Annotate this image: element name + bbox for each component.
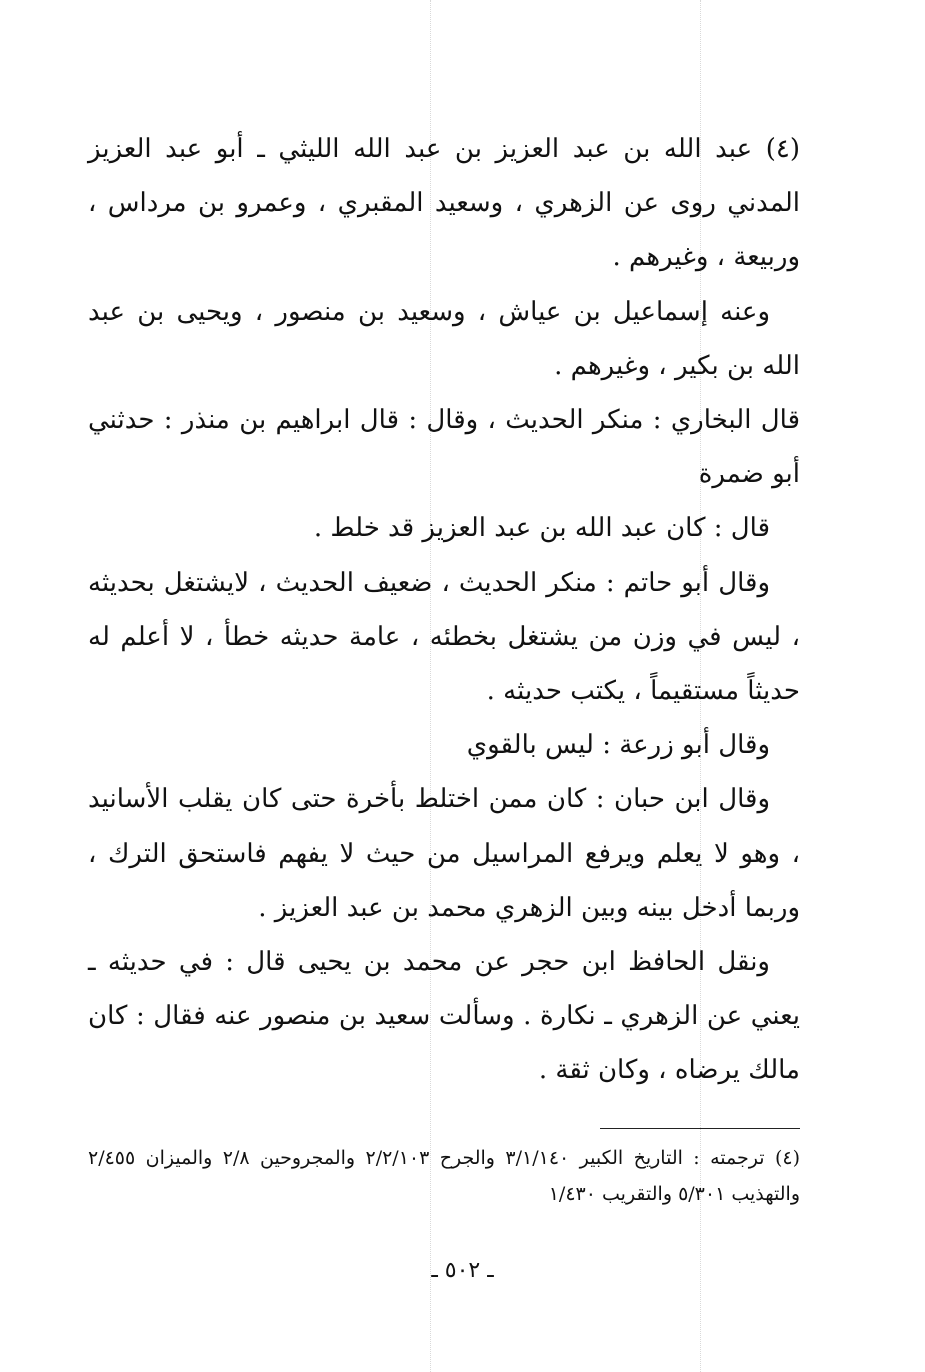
paragraph: وقال أبو زرعة : ليس بالقوي bbox=[466, 730, 770, 761]
footnotes bbox=[88, 1140, 800, 1212]
paragraph: وعنه إسماعيل بن عياش ، وسعيد بن منصور ، ويحيى بن عبد الله بن بكير ، وغيرهم . bbox=[88, 296, 800, 381]
paragraph: قال البخاري : منكر الحديث ، وقال : قال ابراهيم بن منذر : حدثني أبو ضمرة bbox=[88, 405, 800, 490]
paragraph-heading: (٤) عبد الله بن عبد العزيز بن عبد الله الليثي ـ أبو عبد العزيز المدني روى عن الزهري ، وسعيد المقبري ، وعمرو بن مرداس ، وربيعة ، وغيرهم . bbox=[88, 134, 800, 273]
biography-entry bbox=[88, 122, 800, 1098]
paragraph: قال : كان عبد الله بن عبد العزيز قد خلط . bbox=[313, 513, 770, 544]
paragraph: وقال ابن حبان : كان ممن اختلط بأخرة حتى كان يقلب الأسانيد ، وهو لا يعلم ويرفع المراسيل من حيث لا يفهم فاستحق الترك ، وربما أدخل بينه وبين الزهري محمد بن عبد العزيز . bbox=[88, 784, 800, 923]
paragraph: ونقل الحافظ ابن حجر عن محمد بن يحيى قال : في حديثه ـ يعني عن الزهري ـ نكارة . وسألت سعيد بن منصور عنه فقال : كان مالك يرضاه ، وكان ثقة . bbox=[88, 947, 800, 1086]
paragraph: وقال أبو حاتم : منكر الحديث ، ضعيف الحديث ، لايشتغل بحديثه ، ليس في وزن من يشتغل بخطئه ، عامة حديثه خطأ ، لا أعلم له حديثاً مستقيماً ، يكتب حديثه . bbox=[88, 567, 800, 707]
page-number: ـ ٥٠٢ ـ bbox=[431, 1258, 494, 1283]
footnote-divider bbox=[600, 1128, 800, 1129]
footnote: (٤) ترجمته : التاريخ الكبير ٣/١/١٤٠ والجرح ٢/٢/١٠٣ والمجروحين ٢/٨ والميزان ٢/٤٥٥ والتهذيب ٥/٣٠١ والتقريب ١/٤٣٠ bbox=[88, 1147, 801, 1205]
